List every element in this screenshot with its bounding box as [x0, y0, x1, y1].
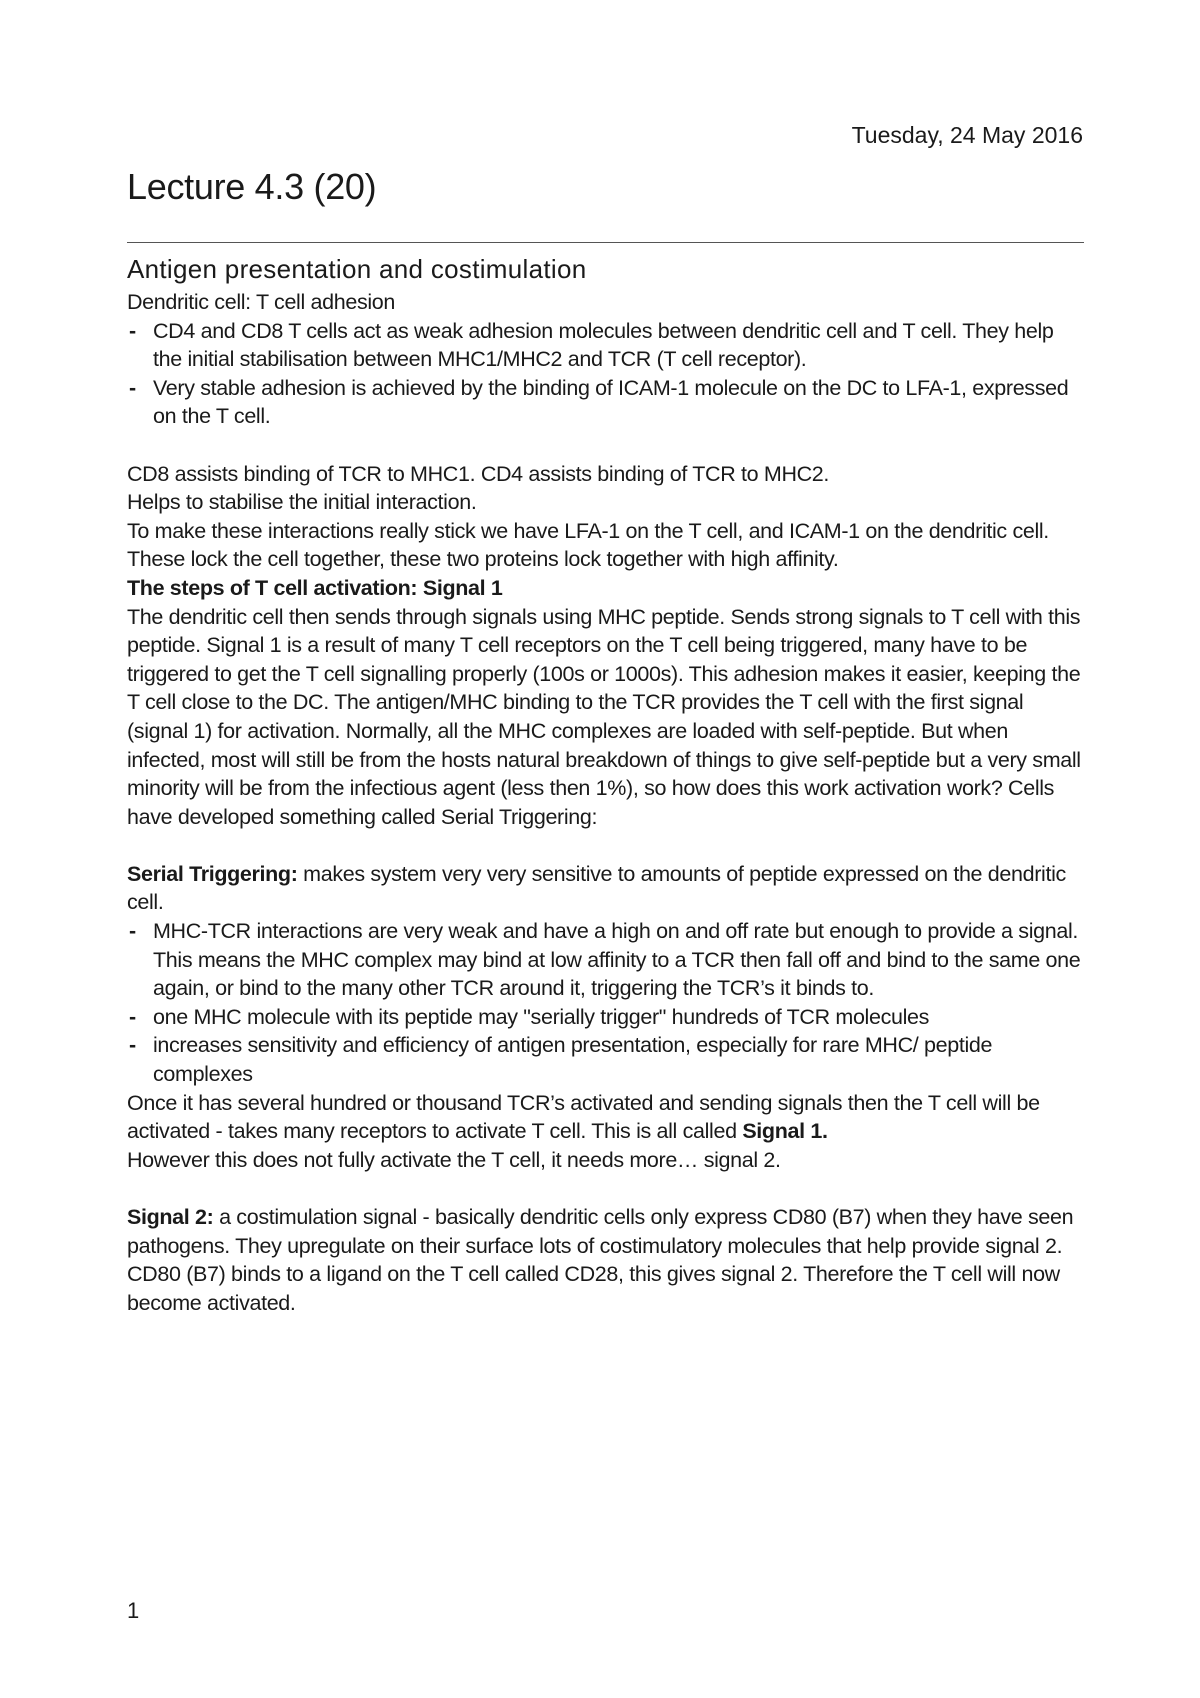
list-item: - MHC-TCR interactions are very weak and have a high on and off rate but enough to provide a signal. This means the MHC complex may bind at low affinity to a TCR then fall off and bind to the same one again, or bind to the many other TCR around it, triggering the TCR’s it binds to.: [127, 917, 1087, 1003]
activation-paragraph: [127, 1089, 1087, 1146]
signal1-heading: [127, 574, 1087, 603]
signal2-label: Signal 2:: [127, 1205, 214, 1229]
section-heading: Antigen presentation and costimulation: [127, 254, 587, 284]
list-item: - CD4 and CD8 T cells act as weak adhesion molecules between dendritic cell and T cell. They help the initial stabilisation between MHC1/MHC2 and TCR (T cell receptor).: [127, 317, 1087, 374]
paragraph: CD8 assists binding of TCR to MHC1. CD4 assists binding of TCR to MHC2.: [127, 461, 830, 486]
list-item: - one MHC molecule with its peptide may "serially trigger" hundreds of TCR molecules: [127, 1003, 1087, 1032]
serial-triggering-bullet-list: [127, 917, 1087, 1089]
paragraph: CD80 (B7) binds to a ligand on the T cell called CD28, this gives signal 2. Therefore the T cell will now become activated.: [127, 1262, 1060, 1315]
spacer: [127, 431, 1087, 460]
signal1-heading-text: The steps of T cell activation: Signal 1: [127, 575, 503, 600]
adhesion-bullet-list: [127, 317, 1087, 431]
spacer: [127, 831, 1087, 860]
paragraph: Helps to stabilise the initial interaction.: [127, 490, 477, 515]
signal1-emphasis: Signal 1.: [742, 1119, 828, 1144]
spacer: [127, 1174, 1087, 1203]
paragraph: To make these interactions really stick we have LFA-1 on the T cell, and ICAM-1 on the dendritic cell. These lock the cell together, these two proteins lock together with high affinity.: [127, 518, 1049, 572]
serial-triggering-label: Serial Triggering:: [127, 861, 298, 886]
paragraph: However this does not fully activate the T cell, it needs more… signal 2.: [127, 1147, 781, 1172]
serial-triggering-paragraph: [127, 860, 1087, 917]
lecture-title: Lecture 4.3 (20): [127, 166, 377, 207]
signal1-paragraph: The dendritic cell then sends through signals using MHC peptide. Sends strong signals to T cell with this peptide. Signal 1 is a result of many T cell receptors on the T cell being triggered, many have to be triggered to get the T cell signalling properly (100s or 1000s). This adhesion makes it easier, keeping the T cell close to the DC. The antigen/MHC binding to the TCR provides the T cell with the first signal (signal 1) for activation. Normally, all the MHC complexes are loaded with self-peptide. But when infected, most will still be from the hosts natural breakdown of things to give self-peptide but a very small minority will be from the infectious agent (less then 1%), so how does this work activation work? Cells have developed something called Serial Triggering:: [127, 604, 1081, 829]
lecture-date: Tuesday, 24 May 2016: [851, 122, 1083, 148]
signal2-paragraph: [127, 1203, 1087, 1260]
list-item: - increases sensitivity and efficiency of antigen presentation, especially for rare MHC/ peptide complexes: [127, 1031, 1087, 1088]
adhesion-subheading: Dendritic cell: T cell adhesion: [127, 290, 395, 314]
serial-triggering-text: makes system very very sensitive to amounts of peptide expressed on the dendritic cell.: [127, 861, 1066, 915]
activation-text: Once it has several hundred or thousand TCR’s activated and sending signals then the T cell will be activated - takes many receptors to activate T cell. This is all called: [127, 1090, 1040, 1144]
signal2-text: a costimulation signal - basically dendritic cells only express CD80 (B7) when they have seen pathogens. They upregulate on their surface lots of costimulatory molecules that help provide signal 2.: [127, 1205, 1074, 1258]
title-divider: [127, 242, 1084, 243]
page-number: 1: [127, 1598, 140, 1623]
list-item: - Very stable adhesion is achieved by the binding of ICAM-1 molecule on the DC to LFA-1, expressed on the T cell.: [127, 374, 1087, 431]
document-body: [127, 252, 1087, 1317]
